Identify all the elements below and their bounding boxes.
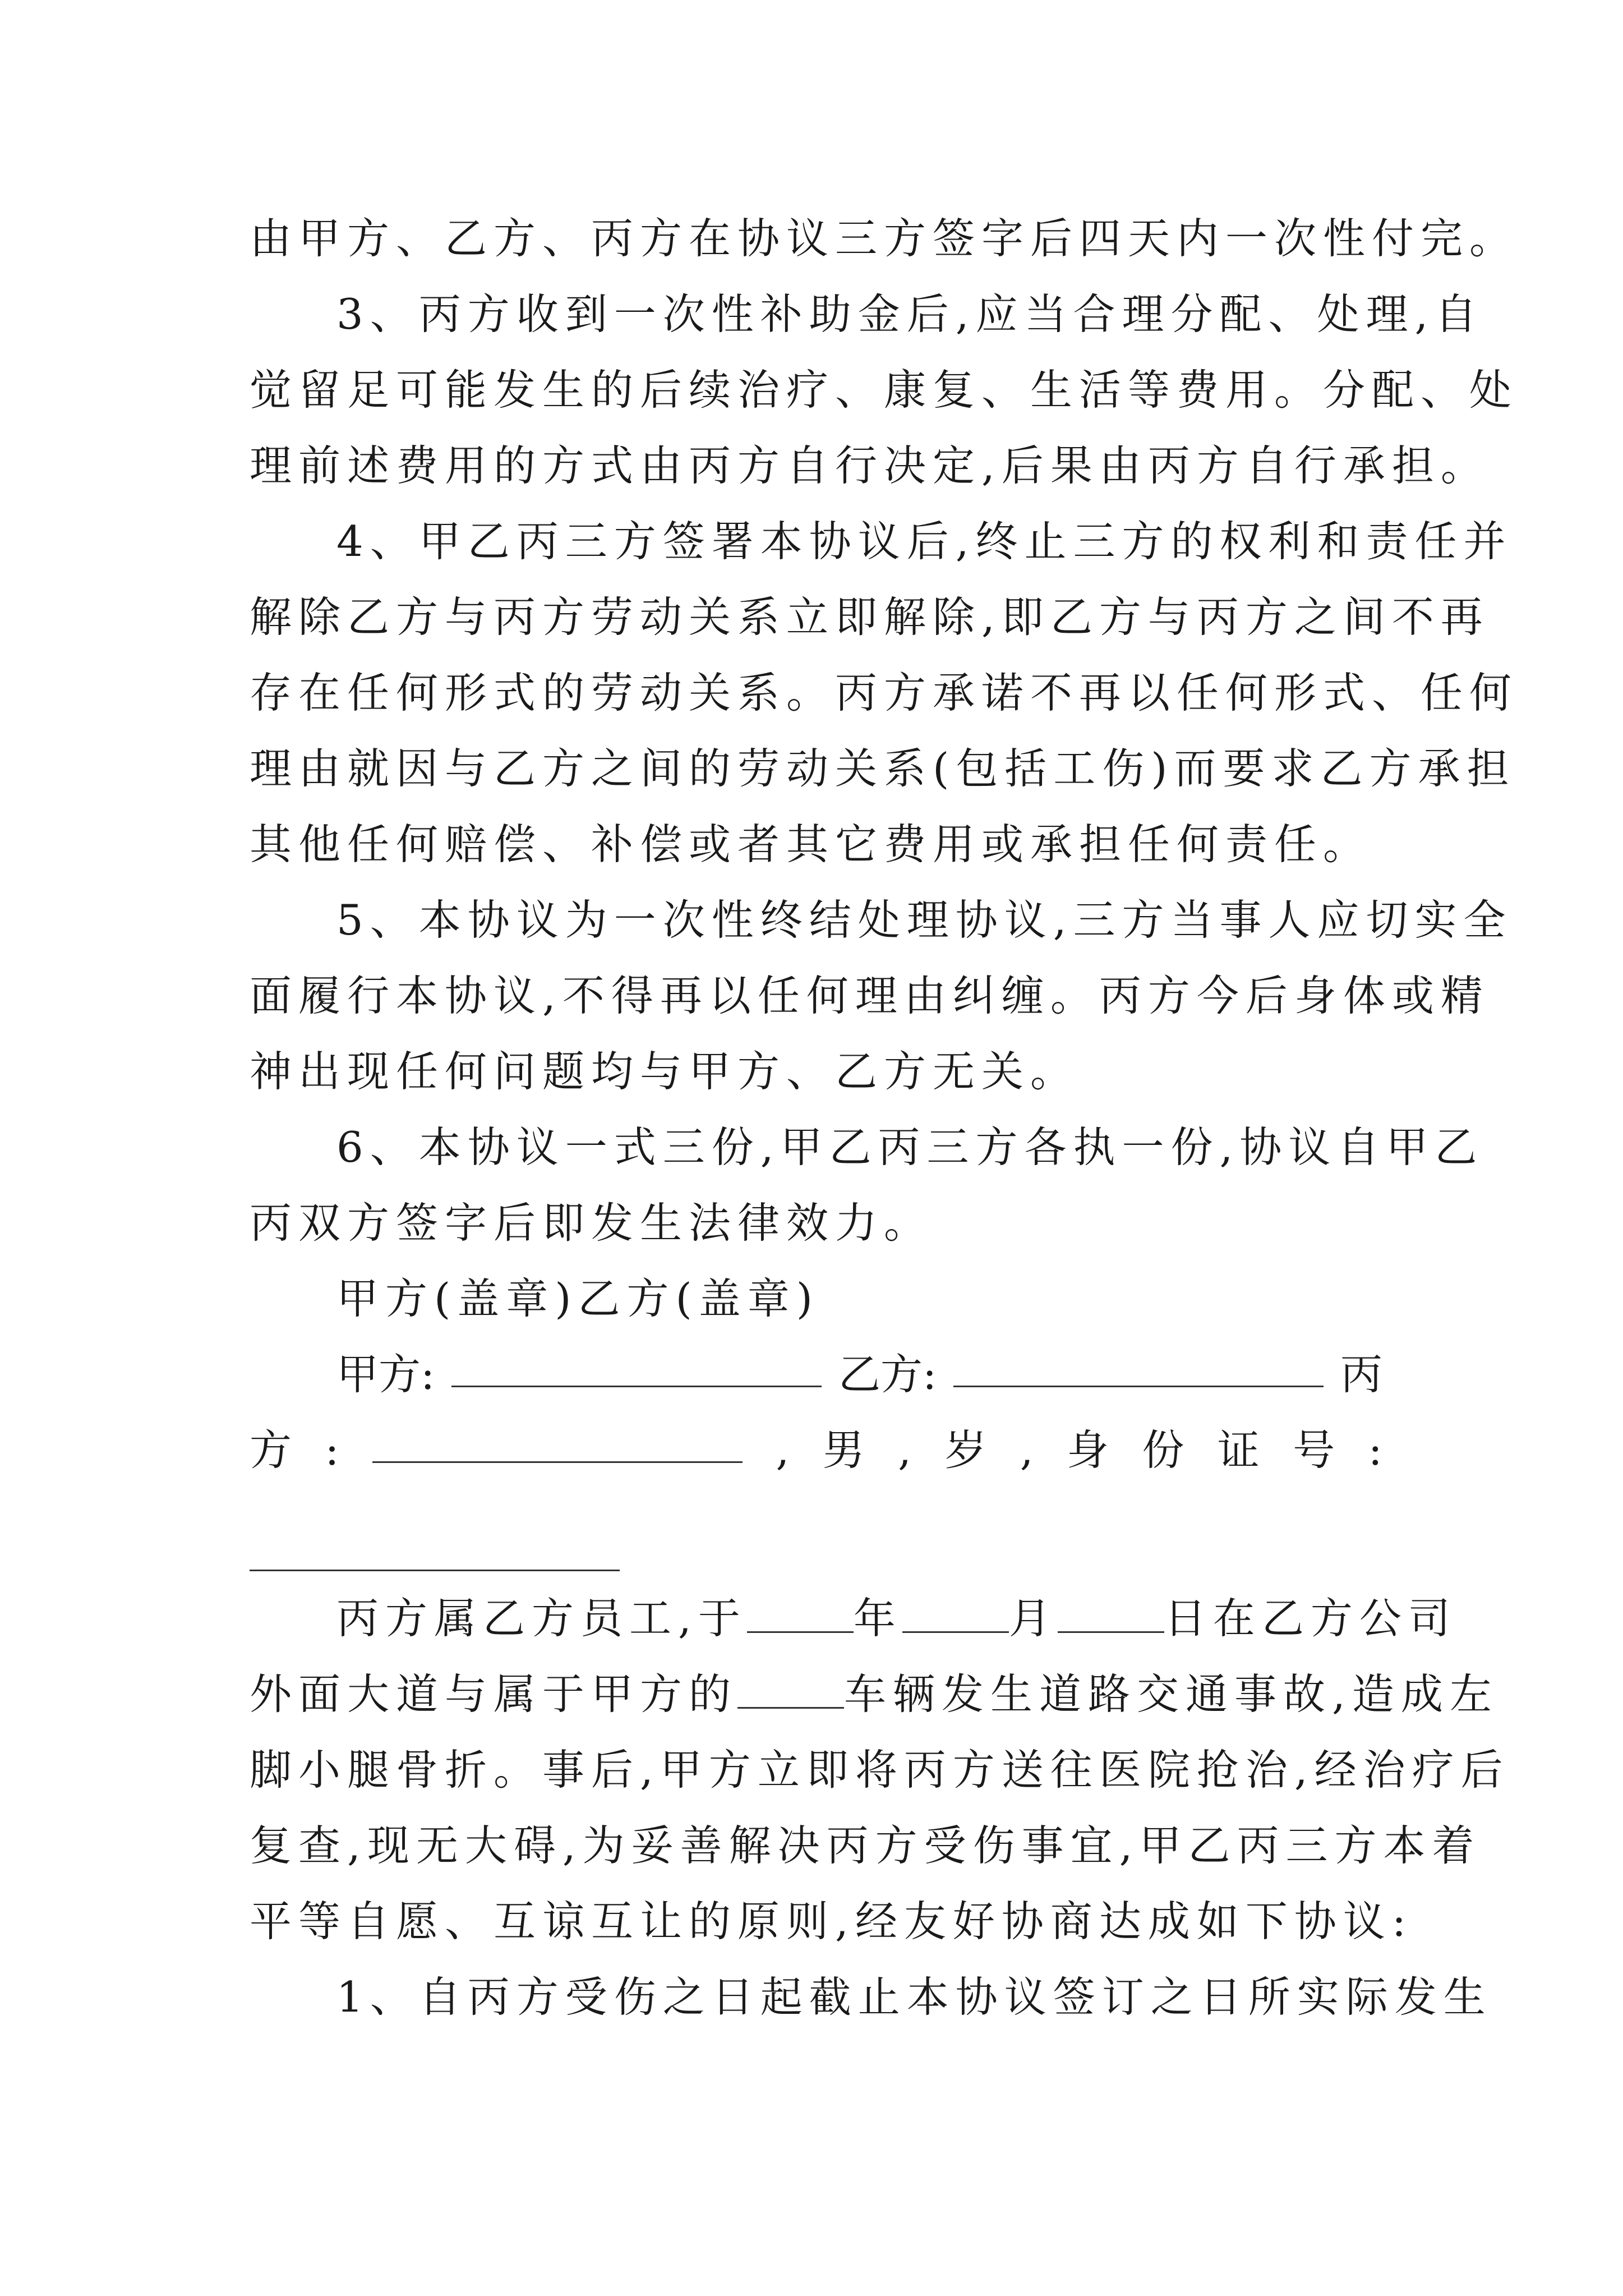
text-line: 存在任何形式的劳动关系。丙方承诺不再以任何形式、任何 [250, 668, 1519, 717]
party-a-label: 甲方: [336, 1350, 435, 1399]
month-blank[interactable] [902, 1592, 1009, 1633]
id-number-blank[interactable] [250, 1570, 620, 1571]
party-c-name-blank[interactable] [372, 1422, 743, 1463]
vehicle-blank[interactable] [737, 1668, 844, 1709]
comma: , [1020, 1425, 1034, 1475]
accident-vehicle-line [250, 1666, 1498, 1722]
colon: : [1368, 1425, 1382, 1475]
accident-intro-text: 丙方属乙方员工,于 [336, 1594, 747, 1643]
accident-result-text: 车辆发生道路交通事故,造成左 [844, 1669, 1498, 1719]
id-label-char: 份 [1142, 1425, 1184, 1475]
text-line: 理前述费用的方式由丙方自行决定,后果由丙方自行承担。 [250, 441, 1490, 490]
comma: , [776, 1425, 790, 1475]
id-label-char: 身 [1066, 1425, 1109, 1475]
gender-text: 男 [822, 1425, 865, 1475]
text-line: 复查,现无大碍,为妥善解决丙方受伤事宜,甲乙丙三方本着 [250, 1821, 1481, 1870]
clause-5-line: 5、本协议为一次性终结处理协议,三方当事人应切实全 [336, 895, 1513, 945]
clause-3-line: 3、丙方收到一次性补助金后,应当合理分配、处理,自 [336, 289, 1484, 339]
text-line: 解除乙方与丙方劳动关系立即解除,即乙方与丙方之间不再 [250, 592, 1490, 642]
clause-4-line: 4、甲乙丙三方签署本协议后,终止三方的权利和责任并 [336, 517, 1513, 566]
party-b-signature-blank[interactable] [953, 1346, 1324, 1387]
age-text: 岁 [944, 1425, 987, 1475]
year-label: 年 [853, 1594, 902, 1643]
colon: : [325, 1425, 339, 1475]
month-label: 月 [1008, 1594, 1058, 1643]
clause-1-line: 1、自丙方受伤之日起截止本协议签订之日所实际发生 [336, 1972, 1492, 2022]
clause-6-line: 6、本协议一式三份,甲乙丙三方各执一份,协议自甲乙 [336, 1122, 1484, 1172]
signature-line [336, 1346, 1382, 1402]
text-line: 平等自愿、互谅互让的原则,经友好协商达成如下协议: [250, 1897, 1413, 1946]
id-label-char: 号 [1293, 1425, 1335, 1475]
id-label-char: 证 [1217, 1425, 1260, 1475]
day-label: 日在乙方公司 [1164, 1594, 1457, 1643]
party-c-label-start: 丙 [1340, 1350, 1382, 1399]
party-b-label: 乙方: [838, 1350, 937, 1399]
accident-location-text: 外面大道与属于甲方的 [250, 1669, 738, 1719]
text-line: 觉留足可能发生的后续治疗、康复、生活等费用。分配、处 [250, 365, 1519, 415]
text-line: 由甲方、乙方、丙方在协议三方签字后四天内一次性付完。 [250, 214, 1519, 263]
day-blank[interactable] [1058, 1592, 1164, 1633]
text-line: 神出现任何问题均与甲方、乙方无关。 [250, 1047, 1080, 1096]
accident-date-line [336, 1590, 1457, 1646]
party-c-info-line [250, 1422, 1382, 1478]
party-a-signature-blank[interactable] [451, 1346, 822, 1387]
year-blank[interactable] [747, 1592, 854, 1633]
text-line: 理由就因与乙方之间的劳动关系(包括工伤)而要求乙方承担 [250, 744, 1516, 793]
text-line: 其他任何赔偿、补偿或者其它费用或承担任何责任。 [250, 820, 1372, 869]
text-line: 脚小腿骨折。事后,甲方立即将丙方送往医院抢治,经治疗后 [250, 1745, 1510, 1795]
party-c-label-end: 方 [250, 1425, 292, 1475]
text-line: 丙双方签字后即发生法律效力。 [250, 1198, 933, 1248]
text-line: 面履行本协议,不得再以任何理由纠缠。丙方今后身体或精 [250, 971, 1490, 1020]
seal-line: 甲方(盖章)乙方(盖章) [336, 1274, 820, 1323]
comma: , [898, 1425, 911, 1475]
